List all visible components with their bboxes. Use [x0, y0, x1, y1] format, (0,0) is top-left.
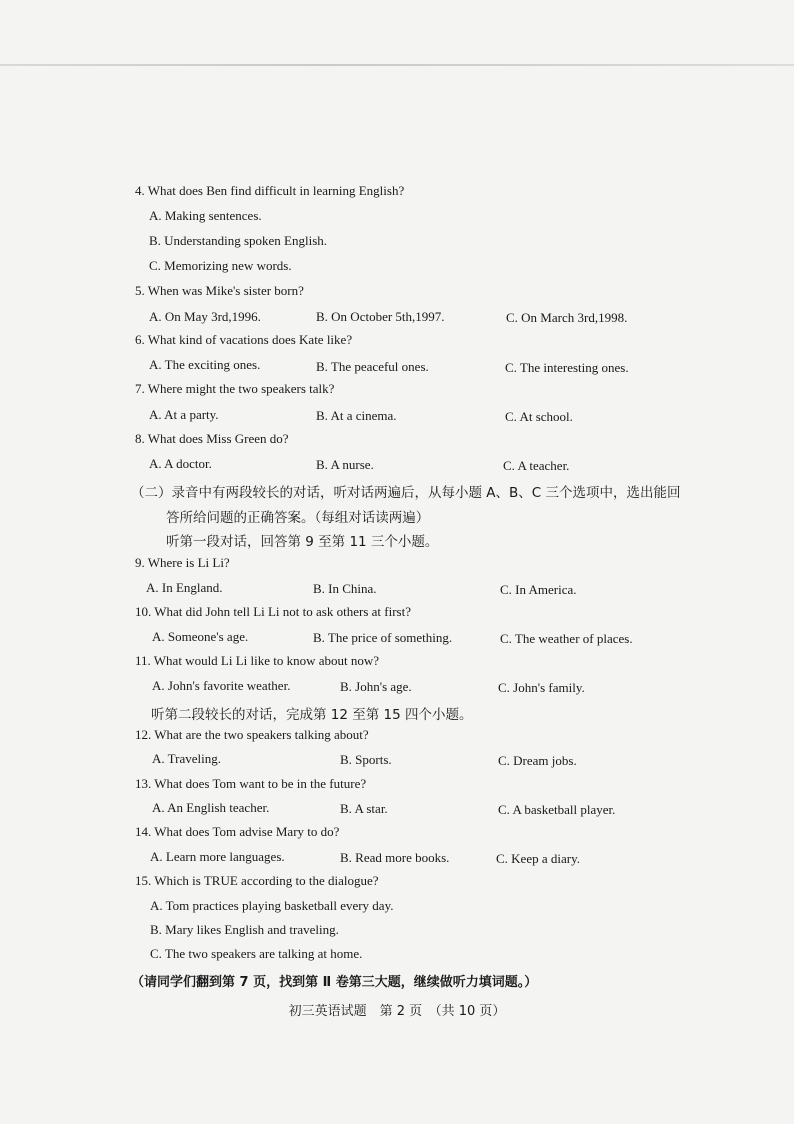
question-13-stem: 13. What does Tom want to be in the future?	[135, 776, 367, 791]
dialogue-1-instructions: 听第一段对话，回答第 9 至第 11 三个小题。	[166, 534, 439, 550]
question-12-option-a: A. Traveling.	[152, 751, 221, 766]
page-footer: 初三英语试题 第 2 页 （共 10 页）	[288, 1004, 506, 1019]
question-10-stem: 10. What did John tell Li Li not to ask others at first?	[135, 604, 411, 619]
question-5-option-b: B. On October 5th,1997.	[316, 309, 445, 324]
question-8-option-c: C. A teacher.	[503, 458, 570, 473]
question-13-option-c: C. A basketball player.	[498, 802, 616, 817]
question-14-option-c: C. Keep a diary.	[496, 851, 580, 866]
question-15-option-c: C. The two speakers are talking at home.	[150, 946, 363, 961]
question-5-stem: 5. When was Mike's sister born?	[135, 283, 304, 298]
question-4-stem: 4. What does Ben find difficult in learning English?	[135, 183, 405, 198]
question-15-stem: 15. Which is TRUE according to the dialogue?	[135, 873, 379, 888]
question-6-option-c: C. The interesting ones.	[505, 360, 629, 375]
question-4-option-a: A. Making sentences.	[149, 208, 262, 223]
question-4-option-b: B. Understanding spoken English.	[149, 233, 328, 248]
question-13-option-a: A. An English teacher.	[152, 800, 270, 815]
question-11-stem: 11. What would Li Li like to know about now?	[135, 653, 380, 668]
question-13-option-b: B. A star.	[340, 801, 388, 816]
question-5-option-c: C. On March 3rd,1998.	[506, 310, 628, 325]
section-2-instructions-line-1: （二）录音中有两段较长的对话，听对话两遍后，从每小题 A、B、C 三个选项中，选出能回	[131, 485, 681, 501]
question-10-option-b: B. The price of something.	[313, 630, 453, 645]
question-11-option-a: A. John's favorite weather.	[152, 678, 291, 693]
question-9-option-a: A. In England.	[146, 580, 223, 595]
question-14-option-b: B. Read more books.	[340, 850, 450, 865]
question-9-stem: 9. Where is Li Li?	[135, 555, 230, 570]
question-7-option-c: C. At school.	[505, 409, 573, 424]
question-6-stem: 6. What kind of vacations does Kate like?	[135, 332, 353, 347]
question-4-option-c: C. Memorizing new words.	[149, 258, 292, 273]
question-12-option-c: C. Dream jobs.	[498, 753, 577, 768]
question-10-option-a: A. Someone's age.	[152, 629, 249, 644]
question-7-option-a: A. At a party.	[149, 407, 219, 422]
question-12-option-b: B. Sports.	[340, 752, 392, 767]
section-2-instructions-line-2: 答所给问题的正确答案。（每组对话读两遍）	[166, 510, 430, 526]
question-6-option-b: B. The peaceful ones.	[316, 359, 429, 374]
question-15-option-a: A. Tom practices playing basketball every day.	[150, 898, 394, 913]
dialogue-2-instructions: 听第二段较长的对话，完成第 12 至第 15 四个小题。	[151, 707, 473, 723]
question-7-option-b: B. At a cinema.	[316, 408, 397, 423]
question-11-option-b: B. John's age.	[340, 679, 412, 694]
question-15-option-b: B. Mary likes English and traveling.	[150, 922, 339, 937]
question-7-stem: 7. Where might the two speakers talk?	[135, 381, 335, 396]
question-12-stem: 12. What are the two speakers talking about?	[135, 727, 369, 742]
question-10-option-c: C. The weather of places.	[500, 631, 633, 646]
question-8-option-b: B. A nurse.	[316, 457, 374, 472]
question-8-option-a: A. A doctor.	[149, 456, 212, 471]
question-5-option-a: A. On May 3rd,1996.	[149, 309, 261, 324]
question-11-option-c: C. John's family.	[498, 680, 585, 695]
question-6-option-a: A. The exciting ones.	[149, 357, 261, 372]
question-8-stem: 8. What does Miss Green do?	[135, 431, 289, 446]
page-turn-notice: （请同学们翻到第 7 页，找到第 Ⅱ 卷第三大题，继续做听力填词题。）	[131, 975, 538, 990]
question-14-stem: 14. What does Tom advise Mary to do?	[135, 824, 340, 839]
question-14-option-a: A. Learn more languages.	[150, 849, 285, 864]
question-9-option-b: B. In China.	[313, 581, 377, 596]
question-9-option-c: C. In America.	[500, 582, 577, 597]
scan-edge-line	[0, 64, 794, 66]
